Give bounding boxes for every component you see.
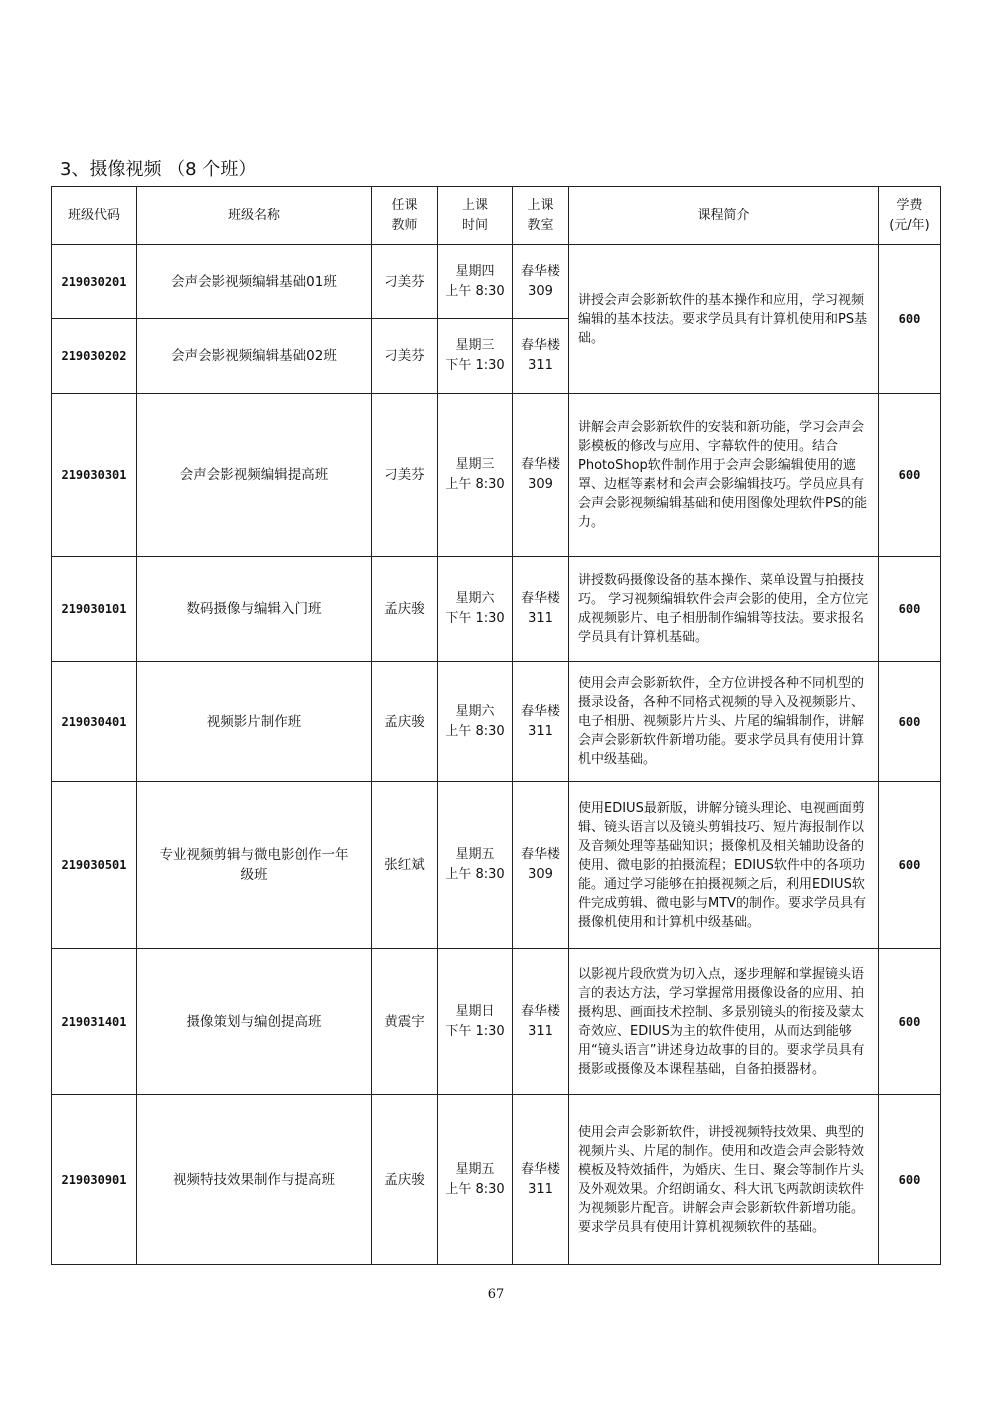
classroom: 春华楼 311 bbox=[513, 949, 569, 1095]
course-description: 讲授数码摄像设备的基本操作、菜单设置与拍摄技巧。 学习视频编辑软件会声会影的使用，全方位完成视频影片、电子相册制作编辑等技法。要求报名学员具有计算机基础。 bbox=[569, 557, 879, 662]
table-row bbox=[52, 557, 941, 662]
teacher: 张红斌 bbox=[372, 782, 438, 949]
classroom: 春华楼 311 bbox=[513, 557, 569, 662]
class-time: 星期六 上午 8:30 bbox=[438, 662, 513, 782]
class-name: 数码摄像与编辑入门班 bbox=[137, 557, 372, 662]
table-row bbox=[52, 245, 941, 319]
header-name: 班级名称 bbox=[137, 187, 372, 245]
teacher: 黄震宇 bbox=[372, 949, 438, 1095]
course-description: 使用会声会影新软件，全方位讲授各种不同机型的摄录设备，各种不同格式视频的导入及视频影片、电子相册、视频影片片头、片尾的编辑制作，讲解会声会影新软件新增功能。要求学员具有使用计算机中级基础。 bbox=[569, 662, 879, 782]
table-row bbox=[52, 782, 941, 949]
class-name: 视频特技效果制作与提高班 bbox=[137, 1095, 372, 1265]
class-name: 专业视频剪辑与微电影创作一年级班 bbox=[137, 782, 372, 949]
classroom: 春华楼 309 bbox=[513, 394, 569, 557]
teacher: 刁美芬 bbox=[372, 319, 438, 394]
page-number: 67 bbox=[487, 1287, 505, 1302]
teacher: 刁美芬 bbox=[372, 245, 438, 319]
table-row bbox=[52, 1095, 941, 1265]
class-time: 星期三 下午 1:30 bbox=[438, 319, 513, 394]
tuition-fee: 600 bbox=[879, 782, 941, 949]
class-name: 会声会影视频编辑基础02班 bbox=[137, 319, 372, 394]
header-code: 班级代码 bbox=[52, 187, 137, 245]
class-time: 星期三 上午 8:30 bbox=[438, 394, 513, 557]
classroom: 春华楼 311 bbox=[513, 319, 569, 394]
tuition-fee: 600 bbox=[879, 949, 941, 1095]
class-time: 星期六 下午 1:30 bbox=[438, 557, 513, 662]
table-row bbox=[52, 949, 941, 1095]
course-table bbox=[51, 186, 941, 1265]
table-row bbox=[52, 394, 941, 557]
class-name: 摄像策划与编创提高班 bbox=[137, 949, 372, 1095]
header-desc: 课程简介 bbox=[569, 187, 879, 245]
class-code: 219030101 bbox=[52, 557, 137, 662]
header-time: 上课 时间 bbox=[438, 187, 513, 245]
course-description: 以影视片段欣赏为切入点，逐步理解和掌握镜头语言的表达方法，学习掌握常用摄像设备的应用、拍摄构思、画面技术控制、多景别镜头的衔接及蒙太奇效应、EDIUS为主的软件使用，从而达到能够用“镜头语言”讲述身边故事的目的。要求学员具有摄影或摄像及本课程基础，自备拍摄器材。 bbox=[569, 949, 879, 1095]
teacher: 孟庆骏 bbox=[372, 662, 438, 782]
class-name: 会声会影视频编辑提高班 bbox=[137, 394, 372, 557]
header-teacher: 任课 教师 bbox=[372, 187, 438, 245]
class-time: 星期五 上午 8:30 bbox=[438, 782, 513, 949]
class-time: 星期五 上午 8:30 bbox=[438, 1095, 513, 1265]
header-room: 上课 教室 bbox=[513, 187, 569, 245]
classroom: 春华楼 311 bbox=[513, 662, 569, 782]
classroom: 春华楼 311 bbox=[513, 1095, 569, 1265]
class-name: 会声会影视频编辑基础01班 bbox=[137, 245, 372, 319]
class-time: 星期四 上午 8:30 bbox=[438, 245, 513, 319]
class-time: 星期日 下午 1:30 bbox=[438, 949, 513, 1095]
class-code: 219030501 bbox=[52, 782, 137, 949]
tuition-fee: 600 bbox=[879, 1095, 941, 1265]
course-description: 使用EDIUS最新版，讲解分镜头理论、电视画面剪辑、镜头语言以及镜头剪辑技巧、短片海报制作以及音频处理等基础知识；摄像机及相关辅助设备的使用、微电影的拍摄流程；EDIUS软件中的各项功能。通过学习能够在拍摄视频之后，利用EDIUS软件完成剪辑、微电影与MTV的制作。要求学员具有摄像机使用和计算机中级基础。 bbox=[569, 782, 879, 949]
class-code: 219030401 bbox=[52, 662, 137, 782]
tuition-fee: 600 bbox=[879, 662, 941, 782]
table-row bbox=[52, 662, 941, 782]
course-description: 讲授会声会影新软件的基本操作和应用，学习视频编辑的基本技法。要求学员具有计算机使用和PS基础。 bbox=[569, 245, 879, 394]
class-name: 视频影片制作班 bbox=[137, 662, 372, 782]
tuition-fee: 600 bbox=[879, 245, 941, 394]
teacher: 刁美芬 bbox=[372, 394, 438, 557]
class-code: 219031401 bbox=[52, 949, 137, 1095]
course-description: 使用会声会影新软件，讲授视频特技效果、典型的视频片头、片尾的制作。使用和改造会声会影特效模板及特效插件，为婚庆、生日、聚会等制作片头及外观效果。介绍朗诵女、科大讯飞两款朗读软件为视频影片配音。讲解会声会影新软件新增功能。要求学员具有使用计算机视频软件的基础。 bbox=[569, 1095, 879, 1265]
classroom: 春华楼 309 bbox=[513, 245, 569, 319]
class-code: 219030901 bbox=[52, 1095, 137, 1265]
teacher: 孟庆骏 bbox=[372, 1095, 438, 1265]
tuition-fee: 600 bbox=[879, 394, 941, 557]
course-description: 讲解会声会影新软件的安装和新功能，学习会声会影模板的修改与应用、字幕软件的使用。结合PhotoShop软件制作用于会声会影编辑使用的遮罩、边框等素材和会声会影编辑技巧。学员应具有会声会影视频编辑基础和使用图像处理软件PS的能力。 bbox=[569, 394, 879, 557]
tuition-fee: 600 bbox=[879, 557, 941, 662]
class-code: 219030301 bbox=[52, 394, 137, 557]
teacher: 孟庆骏 bbox=[372, 557, 438, 662]
class-code: 219030202 bbox=[52, 319, 137, 394]
table-header-row bbox=[52, 187, 941, 245]
header-fee: 学费 (元/年) bbox=[879, 187, 941, 245]
section-title: 3、摄像视频 （8 个班） bbox=[60, 159, 257, 180]
class-code: 219030201 bbox=[52, 245, 137, 319]
classroom: 春华楼 309 bbox=[513, 782, 569, 949]
